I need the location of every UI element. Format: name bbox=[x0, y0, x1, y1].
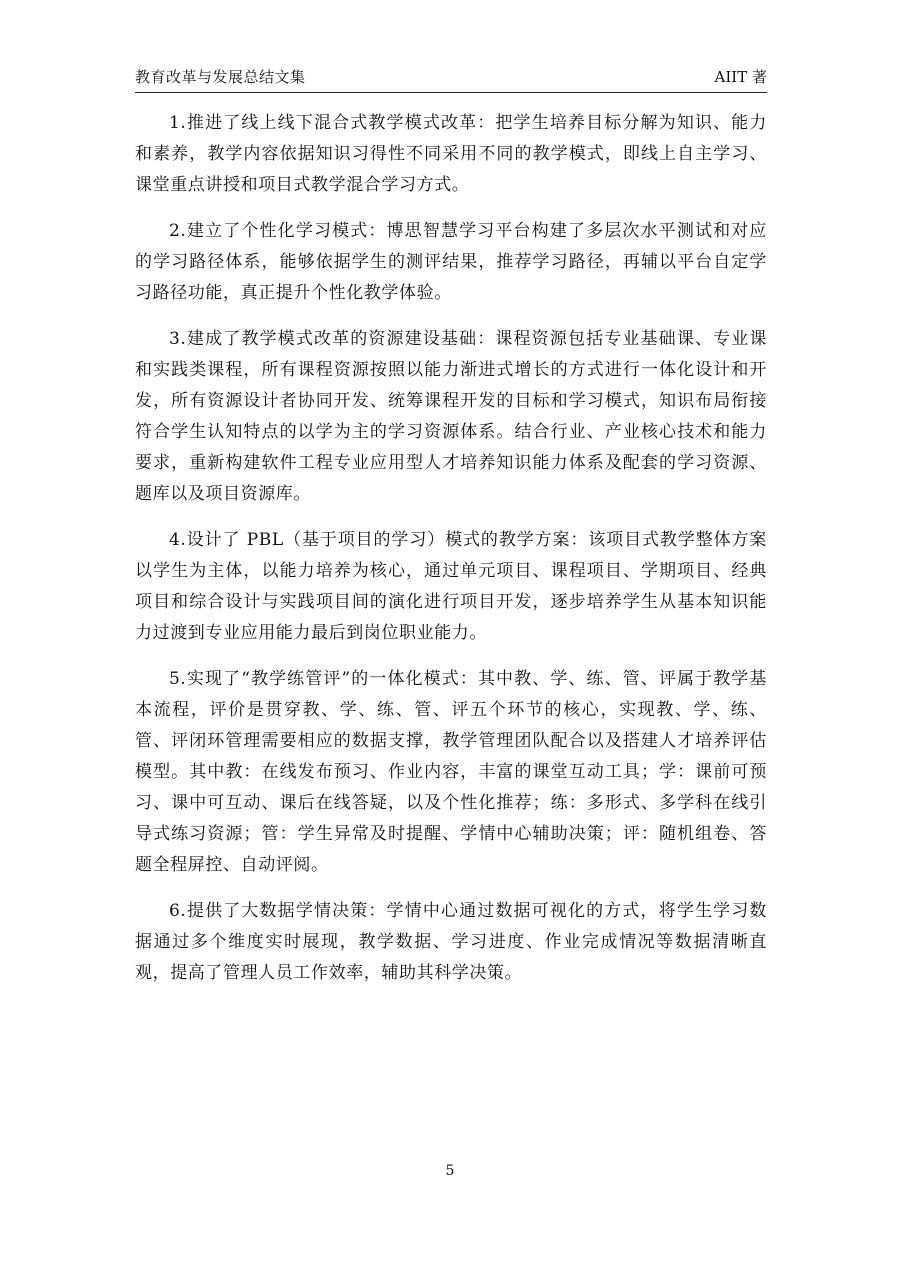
header-title: 教育改革与发展总结文集 bbox=[135, 68, 306, 86]
page-number: 5 bbox=[445, 1163, 455, 1179]
document-body bbox=[135, 108, 767, 1004]
paragraph-5: 5.实现了“教学练管评”的一体化模式：其中教、学、练、管、评属于教学基本流程，评价是贯穿教、学、练、管、评五个环节的核心，实现教、学、练、管、评闭环管理需要相应的数据支撑，教学管理团队配合以及搭建人才培养评估模型。其中教：在线发布预习、作业内容，丰富的课堂互动工具；学：课前可预习、课中可互动、课后在线答疑，以及个性化推荐；练：多形式、多学科在线引导式练习资源；管：学生异常及时提醒、学情中心辅助决策；评：随机组卷、答题全程屏控、自动评阅。 bbox=[135, 669, 767, 875]
paragraph-3: 3.建成了教学模式改革的资源建设基础：课程资源包括专业基础课、专业课和实践类课程，所有课程资源按照以能力渐进式增长的方式进行一体化设计和开发，所有资源设计者协同开发、统筹课程开发的目标和学习模式，知识布局衔接符合学生认知特点的以学为主的学习资源体系。结合行业、产业核心技术和能力要求，重新构建软件工程专业应用型人才培养知识能力体系及配套的学习资源、题库以及项目资源库。 bbox=[135, 329, 767, 504]
paragraph-2: 2.建立了个性化学习模式：博思智慧学习平台构建了多层次水平测试和对应的学习路径体系，能够依据学生的测评结果，推荐学习路径，再辅以平台自定学习路径功能，真正提升个性化教学体验。 bbox=[135, 221, 767, 303]
page-header bbox=[135, 64, 767, 93]
paragraph-1: 1.推进了线上线下混合式教学模式改革：把学生培养目标分解为知识、能力和素养，教学内容依据知识习得性不同采用不同的教学模式，即线上自主学习、课堂重点讲授和项目式教学混合学习方式。 bbox=[135, 113, 767, 195]
paragraph-4: 4.设计了 PBL（基于项目的学习）模式的教学方案：该项目式教学整体方案以学生为主体，以能力培养为核心，通过单元项目、课程项目、学期项目、经典项目和综合设计与实践项目间的演化进行项目开发，逐步培养学生从基本知识能力过渡到专业应用能力最后到岗位职业能力。 bbox=[135, 530, 767, 643]
paragraph-6: 6.提供了大数据学情决策：学情中心通过数据可视化的方式，将学生学习数据通过多个维度实时展现，教学数据、学习进度、作业完成情况等数据清晰直观，提高了管理人员工作效率，辅助其科学决策。 bbox=[135, 901, 767, 983]
header-author: AIIT 著 bbox=[714, 68, 767, 86]
